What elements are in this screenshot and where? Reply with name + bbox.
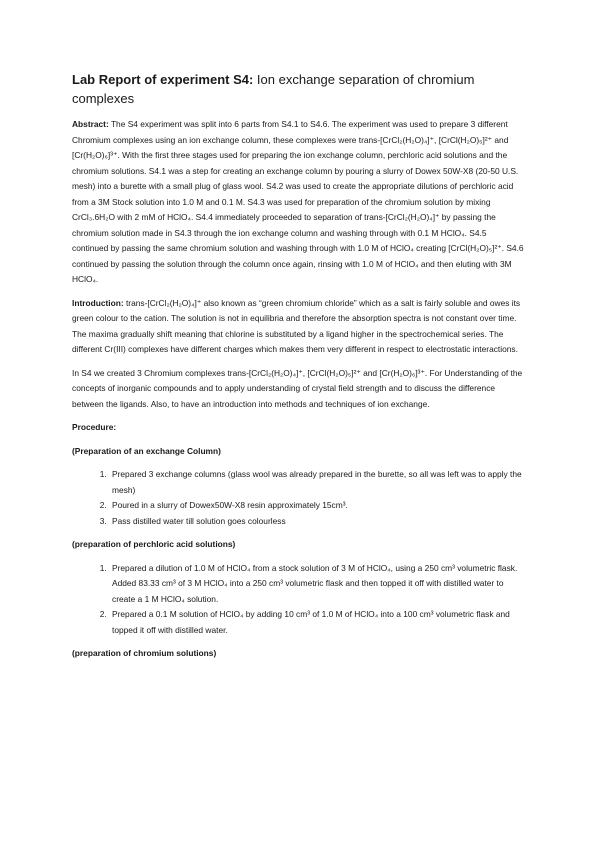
- abstract-label: Abstract:: [72, 119, 109, 129]
- introduction-label: Introduction:: [72, 297, 124, 308]
- section-heading-chromium-solutions: (preparation of chromium solutions): [72, 648, 217, 658]
- list-item: 3. Pass distilled water till solution goes colourless: [109, 514, 524, 530]
- list-item: 1. Prepared a dilution of 1.0 M of HClO₄ from a stock solution of 3 M of HClO₄, using a 250 cm³ volumetric flask. Added 83.33 cm³ of 3 M HClO₄ into a 250 cm³ volumetric flask and then topped it off with distilled water to create a 1 M HClO₄ solution.: [109, 561, 524, 608]
- report-title-bold: Lab Report of experiment S4:: [72, 72, 254, 87]
- report-title-rest: Ion exchange separation of chromium complexes: [72, 72, 475, 106]
- abstract-text: The S4 experiment was split into 6 parts from S4.1 to S4.6. The experiment was used to prepare 3 different Chromium complexes using an ion exchange column, these complexes were trans-[CrCl₂(H₂O)₄]⁺, [CrCl(H₂O)₅]²⁺ and [Cr(H₂O)₆]³⁺. With the first three stages used for preparing the ion exchange column, perchloric acid solutions and the chromium solutions. S4.1 was a step for creating an exchange column by pouring a slurry of Dowex 50W-X8 (20-50 U.S. mesh) into a burette with a small plug of glass wool. S4.2 was used to create the appropriate dilutions of perchloric acid from a 3M Stock solution into 1.0 M and 0.1 M. S4.3 was used for preparation of the chromium solution by mixing CrCl₃.6H₂O with 2 mM of HClO₄. S4.4 immediately proceeded to separation of trans-[CrCl₂(H₂O)₄]⁺ by passing the chromium solution made in S4.3 through the ion exchange column and washing through with 0.1 M HClO₄. S4.5 continued by passing the same chromium solution and washing through with 1.0 M of HClO₄ creating [CrCl(H₂O)₅]²⁺. S4.6 continued by passing the solution through the column once again, rinsing with 1.0 M of HClO₄ and then eluting with 3M HClO₄.: [72, 119, 524, 284]
- introduction-paragraph: [72, 296, 524, 358]
- perchloric-acid-steps: [72, 561, 524, 639]
- exchange-column-steps: [72, 467, 524, 529]
- list-item: 1. Prepared 3 exchange columns (glass wool was already prepared in the burette, so all was left was to apply the mesh): [109, 467, 524, 498]
- introduction-paragraph-2: In S4 we created 3 Chromium complexes trans-[CrCl₂(H₂O)₄]⁺, [CrCl(H₂O)₅]²⁺ and [Cr(H₂O)₆]³⁺. For Understanding of the concepts of inorganic compounds and to apply understanding of crystal field strength and to discuss the difference between the ligands. Also, to have an introduction into methods and techniques of ion exchange.: [72, 367, 523, 409]
- list-item: 2. Prepared a 0.1 M solution of HClO₄ by adding 10 cm³ of 1.0 M of HClO₄ into a 100 cm³ volumetric flask and topped it off with distilled water.: [109, 607, 524, 638]
- abstract-paragraph: [72, 117, 524, 288]
- document-body: [72, 70, 524, 670]
- procedure-heading: Procedure:: [72, 422, 117, 432]
- section-heading-perchloric-acid: (preparation of perchloric acid solutions): [72, 539, 236, 549]
- section-heading-exchange-column: (Preparation of an exchange Column): [72, 445, 221, 456]
- report-title: [72, 70, 524, 108]
- introduction-text: trans-[CrCl₂(H₂O)₄]⁺ also known as “green chromium chloride” which as a salt is fairly soluble and owes its green colour to the cation. The solution is not in equilibria and therefore the absorption spectra is not constant over time. The maxima gradually shift meaning that chlorine is substituted by a ligand higher in the spectrochemical series. The different Cr(III) complexes have different charges which makes them very different in respect to electrostatic interactions.: [72, 297, 521, 354]
- list-item: 2. Poured in a slurry of Dowex50W-X8 resin approximately 15cm³.: [109, 498, 524, 514]
